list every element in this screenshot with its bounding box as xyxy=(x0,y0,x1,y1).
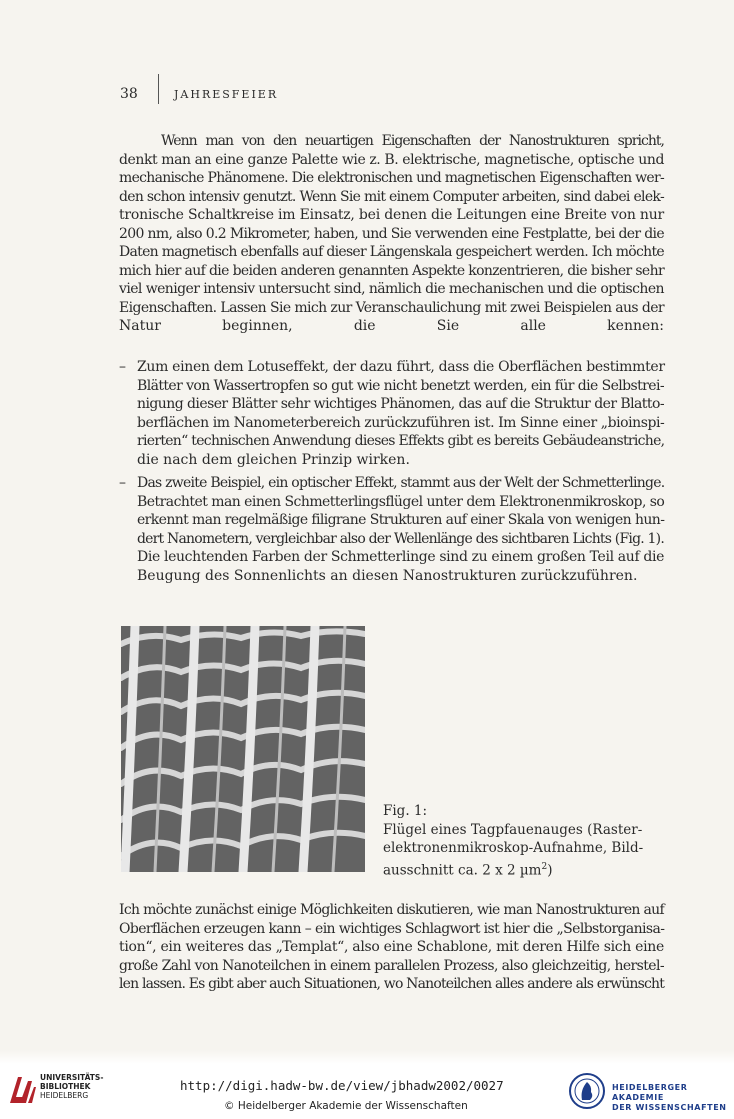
copyright-notice: © Heidelberger Akademie der Wissenschaften xyxy=(224,1100,468,1112)
caption-line: ausschnitt ca. 2 x 2 µm$^2$) xyxy=(383,861,553,878)
text-line: die nach dem gleichen Prinzip wirken. xyxy=(137,451,410,468)
text-line: Daten magnetisch ebenfalls auf dieser Längenskala gespeichert werden. Ich möchte xyxy=(119,244,664,260)
text-line: tronische Schaltkreise im Einsatz, bei denen die Leitungen eine Breite von nur xyxy=(119,207,664,223)
text-line: Zum einen dem Lotuseffekt, der dazu führt, dass die Oberflächen bestimmter xyxy=(137,359,665,375)
text-line: Beugung des Sonnenlichts an diesen Nanostrukturen zurückzuführen. xyxy=(137,567,638,584)
text-line: Die leuchtenden Farben der Schmetterlinge sind zu einem großen Teil auf die xyxy=(137,549,664,565)
page-number: 38 xyxy=(120,86,138,102)
figure-caption xyxy=(383,802,643,880)
caption-line: elektronenmikroskop-Aufnahme, Bild- xyxy=(383,840,644,856)
text-line: viel weniger intensiv untersucht sind, nämlich die mechanischen und die optischen xyxy=(119,281,664,297)
text-line: den schon intensiv genutzt. Wenn Sie mit einem Computer arbeiten, sind dabei elek- xyxy=(119,188,664,205)
text-line: tion“, ein weiteres das „Templat“, also eine Schablone, mit deren Hilfe sich eine xyxy=(119,939,664,955)
paragraph-intro xyxy=(119,132,664,336)
text-line: Wenn man von den neuartigen Eigenschaften der Nanostrukturen spricht, xyxy=(161,133,664,149)
text-line: 200 nm, also 0.2 Mikrometer, haben, und Sie verwenden eine Festplatte, bei der die xyxy=(119,225,664,242)
text-line: dert Nanometern, vergleichbar also der Wellenlänge des sichtbaren Lichts (Fig. 1). xyxy=(137,530,664,547)
university-library-name: UNIVERSITÄTS- BIBLIOTHEK HEIDELBERG xyxy=(40,1073,104,1100)
text-line: Blätter von Wassertropfen so gut wie nicht benetzt werden, ein für die Selbstrei- xyxy=(137,377,664,394)
list-dash: – xyxy=(119,359,126,375)
text-line: Betrachtet man einen Schmetterlingsflügel unter dem Elektronenmikroskop, so xyxy=(137,493,665,510)
list-item-lotus-effect xyxy=(119,358,664,469)
text-line: mich hier auf die beiden anderen genannten Aspekte konzentrieren, die bisher sehr xyxy=(119,262,664,279)
header-divider xyxy=(158,74,159,104)
text-line: Ich möchte zunächst einige Möglichkeiten diskutieren, wie man Nanostrukturen auf xyxy=(119,902,664,918)
university-library-logo-icon xyxy=(8,1073,36,1109)
text-line: denkt man an eine ganze Palette wie z. B. elektrische, magnetische, optische und xyxy=(119,151,664,168)
list-dash: – xyxy=(119,475,126,491)
list-item-butterfly xyxy=(119,474,664,585)
text-line: len lassen. Es gibt aber auch Situationen, wo Nanoteilchen alles andere als erwünscht xyxy=(119,976,664,992)
text-line: Das zweite Beispiel, ein optischer Effekt, stammt aus der Welt der Schmetterlinge. xyxy=(137,475,665,491)
text-line: Oberflächen erzeugen kann – ein wichtiges Schlagwort ist hier die „Selbstorganisa- xyxy=(119,920,665,937)
text-line: Eigenschaften. Lassen Sie mich zur Veranschaulichung mit zwei Beispielen aus der xyxy=(119,299,664,316)
page-edge-shadow xyxy=(0,1050,734,1064)
text-line: Natur beginnen, die Sie alle kennen: xyxy=(119,318,664,334)
text-line: berflächen im Nanometerbereich zurückzuführen ist. Im Sinne einer „bioinspi- xyxy=(137,414,665,431)
academy-seal-icon xyxy=(568,1072,606,1114)
text-line: erkennt man regelmäßige filigrane Strukturen auf einer Skala von wenigen hun- xyxy=(137,512,665,528)
academy-name: HEIDELBERGER AKADEMIE DER WISSENSCHAFTEN xyxy=(612,1083,727,1112)
caption-label: Fig. 1: xyxy=(383,803,428,819)
sem-butterfly-wing-image xyxy=(121,626,365,872)
caption-line: Flügel eines Tagpfauenauges (Raster- xyxy=(383,821,643,838)
text-line: nigung dieser Blätter sehr wichtiges Phänomen, das auf die Struktur der Blatto- xyxy=(137,396,664,412)
permalink-url[interactable]: http://digi.hadw-bw.de/view/jbhadw2002/0027 xyxy=(180,1078,504,1093)
text-line: große Zahl von Nanoteilchen in einem parallelen Prozess, also gleichzeitig, herstel- xyxy=(119,957,664,974)
text-line: rierten“ technischen Anwendung dieses Effekts gibt es bereits Gebäudeanstriche, xyxy=(137,433,665,449)
running-head: JAHRESFEIER xyxy=(174,88,279,101)
paragraph-methods xyxy=(119,901,664,994)
text-line: mechanische Phänomene. Die elektronischen und magnetischen Eigenschaften wer- xyxy=(119,170,664,186)
